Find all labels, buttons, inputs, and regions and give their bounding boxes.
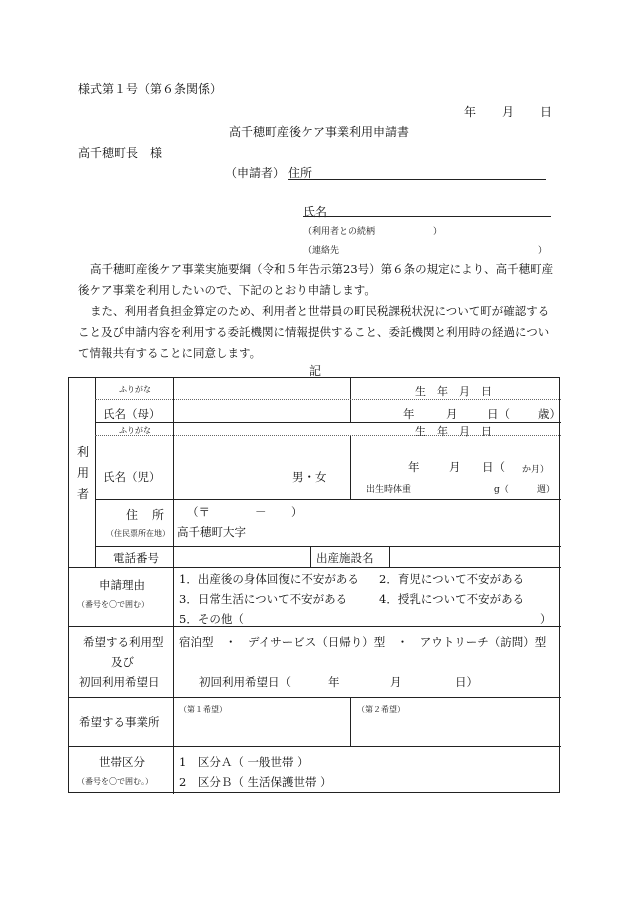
- contact-label: （連絡先: [303, 246, 340, 256]
- applicant-address-field[interactable]: [288, 179, 546, 180]
- address-label-b: 所: [152, 508, 165, 522]
- child-age-months: か月）: [522, 465, 550, 475]
- application-form-table: [68, 377, 560, 793]
- household-label: 世帯区分: [99, 755, 145, 769]
- relation-close: ）: [433, 227, 443, 237]
- office-label: 希望する事業所: [79, 715, 160, 729]
- postal-close: ）: [291, 505, 303, 519]
- applicant-address-label: 住所: [288, 166, 313, 180]
- household-option-b[interactable]: 2 区分Ｂ（ 生活保護世帯 ）: [179, 775, 332, 789]
- birth-weight-unit: g（: [494, 485, 509, 495]
- household-sublabel: （番号を〇で囲む。）: [77, 777, 153, 786]
- address-sublabel: （住民票所在地）: [106, 529, 170, 538]
- child-sex-options[interactable]: 男・女: [292, 470, 327, 484]
- household-option-a[interactable]: 1 区分Ａ（ 一般世帯 ）: [179, 755, 309, 769]
- addressee: 高千穂町長 様: [78, 146, 163, 160]
- postal-dash: －: [255, 505, 267, 519]
- ki-label: 記: [309, 364, 322, 378]
- reason-5[interactable]: 5．その他（: [179, 612, 244, 626]
- user-label-3: 者: [77, 487, 90, 501]
- child-birth-year: 年: [408, 460, 420, 474]
- birth-weight-label: 出生時体重: [366, 485, 412, 495]
- office-second-choice[interactable]: （第２希望）: [357, 705, 405, 714]
- date-day-label: 日: [540, 105, 553, 119]
- child-birth-day: 日（: [482, 460, 505, 474]
- applicant-name-field[interactable]: [303, 216, 551, 217]
- first-use-month: 月: [390, 675, 402, 689]
- mother-furigana-label: ふりがな: [119, 385, 151, 394]
- type-label-2: 及び: [111, 655, 134, 669]
- reason-1[interactable]: 1．出産後の身体回復に不安がある: [179, 572, 359, 586]
- facility-label: 出産施設名: [316, 551, 374, 565]
- type-label-3: 初回利用希望日: [79, 675, 160, 689]
- relation-label: （利用者との続柄: [303, 227, 376, 237]
- form-number: 様式第１号（第６条関係）: [78, 82, 223, 96]
- office-first-choice[interactable]: （第１希望）: [179, 705, 227, 714]
- reason-4[interactable]: 4．授乳について不安がある: [379, 592, 525, 606]
- mother-birth-label: 生 年 月 日: [415, 385, 492, 398]
- mother-birth-month: 月: [446, 407, 458, 421]
- address-label-a: 住: [126, 508, 139, 522]
- type-label-1: 希望する利用型: [83, 635, 164, 649]
- user-label-1: 利: [77, 445, 90, 459]
- date-month-label: 月: [502, 105, 515, 119]
- mother-birth-year: 年: [403, 407, 415, 421]
- first-use-year: 年: [328, 675, 340, 689]
- mother-age: 歳）: [538, 407, 561, 421]
- reason-2[interactable]: 2．育児について不安がある: [379, 572, 525, 586]
- contact-close: ）: [538, 246, 548, 256]
- gestation-weeks: 週）: [537, 485, 556, 495]
- phone-label: 電話番号: [113, 551, 159, 565]
- postal-open: （〒: [187, 505, 210, 519]
- date-year-label: 年: [464, 105, 477, 119]
- usage-type-options[interactable]: 宿泊型 ・ デイサービス（日帰り）型 ・ アウトリーチ（訪問）型: [179, 635, 547, 649]
- user-label-2: 用: [77, 466, 90, 480]
- reason-sublabel: （番号を〇で囲む）: [77, 600, 149, 609]
- child-furigana-label: ふりがな: [119, 426, 151, 435]
- address-prefix: 高千穂町大字: [177, 525, 246, 539]
- document-title: 高千穂町産後ケア事業利用申請書: [229, 125, 410, 139]
- child-birth-label: 生 年 月 日: [415, 425, 492, 438]
- reason-close: ）: [540, 612, 552, 626]
- consent-paragraph-1: 高千穂町産後ケア事業実施要綱（令和５年告示第23号）第６条の規定により、高千穂町産後ケア事業を利用したいので、下記のとおり申請します。: [78, 262, 554, 297]
- reason-label: 申請理由: [99, 578, 145, 592]
- first-use-day: 日）: [455, 675, 478, 689]
- applicant-name-label: 氏名: [303, 205, 328, 219]
- child-birth-month: 月: [449, 460, 461, 474]
- reason-3[interactable]: 3．日常生活について不安がある: [179, 592, 348, 606]
- mother-name-label: 氏名（母）: [103, 407, 161, 421]
- consent-paragraph-2: また、利用者負担金算定のため、利用者と世帯員の町民税課税状況について町が確認すること及び申請内容を利用する委託機関に情報提供すること、委託機関と利用時の経過について情報共有することに同意します。: [78, 304, 550, 360]
- child-name-label: 氏名（児）: [103, 470, 161, 484]
- first-use-label: 初回利用希望日（: [199, 675, 291, 689]
- mother-birth-day: 日（: [487, 407, 510, 421]
- applicant-label: （申請者）: [225, 166, 286, 180]
